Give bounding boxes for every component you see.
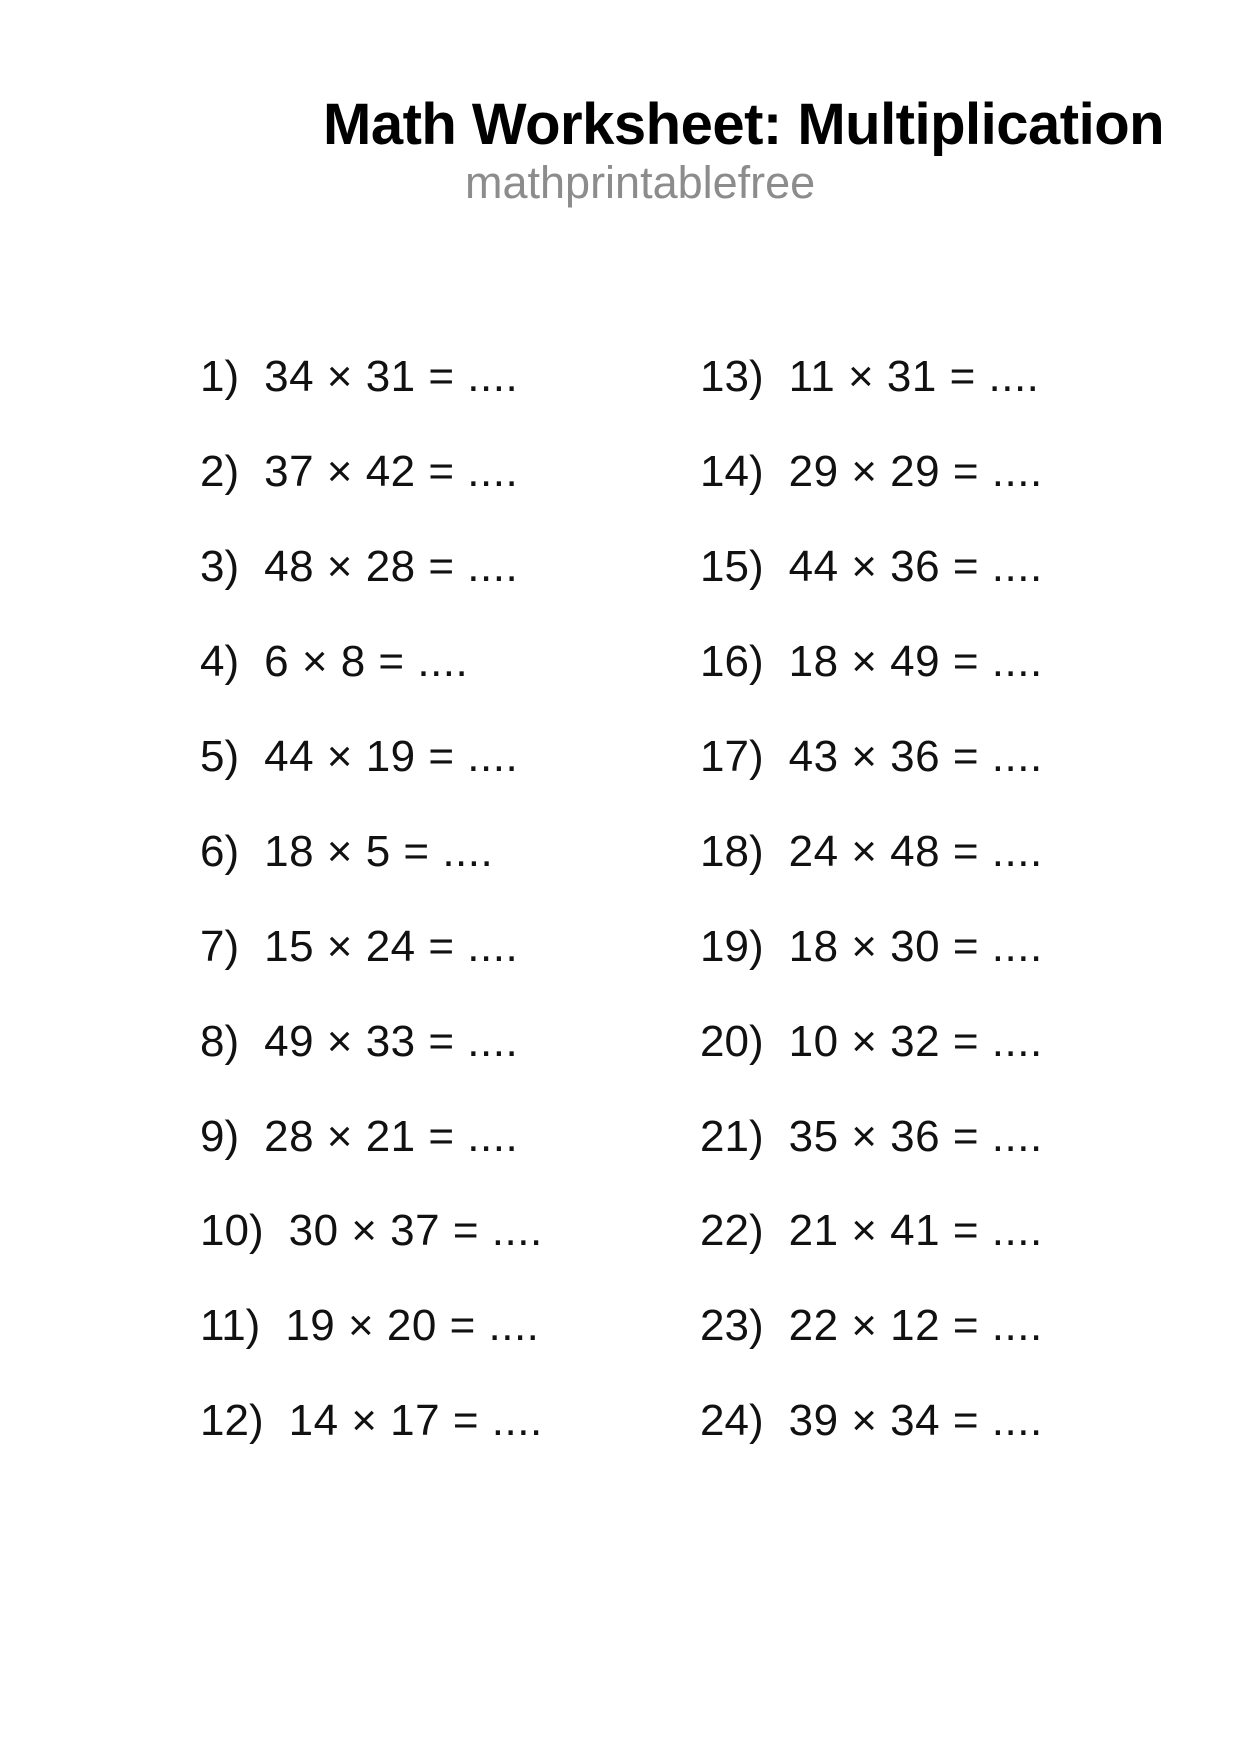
problem-expression: 6 × 8 = .... (264, 637, 469, 687)
problem-expression: 28 × 21 = .... (264, 1111, 519, 1161)
problem-number: 18) (700, 826, 764, 876)
page-subtitle: mathprintablefree (465, 157, 816, 208)
problem-number: 3) (200, 542, 240, 592)
problem-row (700, 1089, 1043, 1184)
problem-row (200, 994, 543, 1089)
problem-row (700, 994, 1043, 1089)
problem-number: 17) (700, 732, 764, 781)
problem-number: 12) (200, 1396, 264, 1446)
problem-expression: 14 × 17 = .... (288, 1396, 543, 1446)
problem-row (200, 520, 543, 615)
problem-number: 8) (200, 1016, 240, 1066)
problem-number: 6) (200, 826, 240, 876)
problem-expression: 18 × 30 = .... (788, 921, 1043, 971)
problem-number: 1) (200, 352, 240, 402)
problems-column-right (700, 330, 1043, 1469)
problem-number: 14) (700, 447, 764, 497)
problem-expression: 37 × 42 = .... (264, 447, 519, 497)
problem-row (700, 804, 1043, 899)
problem-number: 15) (700, 542, 764, 592)
problem-number: 10) (200, 1206, 264, 1256)
problem-row (200, 899, 543, 994)
problem-expression: 10 × 32 = .... (788, 1016, 1043, 1066)
problem-expression: 30 × 37 = .... (288, 1206, 543, 1256)
problem-number: 23) (700, 1301, 764, 1351)
problem-expression: 48 × 28 = .... (264, 542, 519, 592)
problem-row (700, 899, 1043, 994)
problem-expression: 15 × 24 = .... (264, 921, 519, 971)
problem-row (200, 425, 543, 520)
problem-row (700, 1374, 1043, 1469)
problem-number: 13) (700, 352, 764, 402)
problem-expression: 11 × 31 = .... (788, 352, 1040, 402)
problem-expression: 18 × 49 = .... (788, 637, 1043, 687)
problem-row (700, 425, 1043, 520)
problem-row (200, 615, 543, 710)
problem-row (700, 710, 1043, 805)
problem-row (700, 520, 1043, 615)
problem-row (700, 330, 1043, 425)
problem-number: 19) (700, 921, 764, 971)
problem-expression: 44 × 36 = .... (788, 542, 1043, 592)
problem-row (200, 1279, 543, 1374)
problem-expression: 21 × 41 = .... (788, 1206, 1043, 1256)
problem-expression: 35 × 36 = .... (788, 1111, 1043, 1161)
problem-row (700, 1184, 1043, 1279)
problem-number: 20) (700, 1016, 764, 1066)
problem-row (200, 1089, 543, 1184)
problem-row (200, 710, 543, 805)
problems-column-left (200, 330, 543, 1469)
problem-row (200, 330, 543, 425)
problem-number: 22) (700, 1206, 764, 1256)
problem-number: 5) (200, 732, 240, 781)
problem-expression: 18 × 5 = .... (264, 826, 494, 876)
problem-expression: 43 × 36 = .... (788, 732, 1043, 781)
problem-row (200, 804, 543, 899)
problem-row (200, 1374, 543, 1469)
problem-number: 7) (200, 921, 240, 971)
problem-expression: 24 × 48 = .... (788, 826, 1043, 876)
problem-expression: 39 × 34 = .... (788, 1396, 1043, 1446)
problem-number: 11) (200, 1301, 261, 1351)
problem-number: 24) (700, 1396, 764, 1446)
problem-number: 16) (700, 637, 764, 687)
problem-expression: 29 × 29 = .... (788, 447, 1043, 497)
problem-row (700, 1279, 1043, 1374)
problem-number: 9) (200, 1111, 240, 1161)
problem-row (200, 1184, 543, 1279)
problem-row (700, 615, 1043, 710)
problem-expression: 49 × 33 = .... (264, 1016, 519, 1066)
problem-expression: 19 × 20 = .... (285, 1301, 540, 1351)
problem-expression: 22 × 12 = .... (788, 1301, 1043, 1351)
problem-expression: 34 × 31 = .... (264, 352, 519, 402)
problem-expression: 44 × 19 = .... (264, 732, 519, 781)
problem-number: 2) (200, 447, 240, 497)
problem-number: 21) (700, 1111, 764, 1161)
problem-number: 4) (200, 637, 240, 687)
page-title: Math Worksheet: Multiplication (323, 92, 1165, 157)
